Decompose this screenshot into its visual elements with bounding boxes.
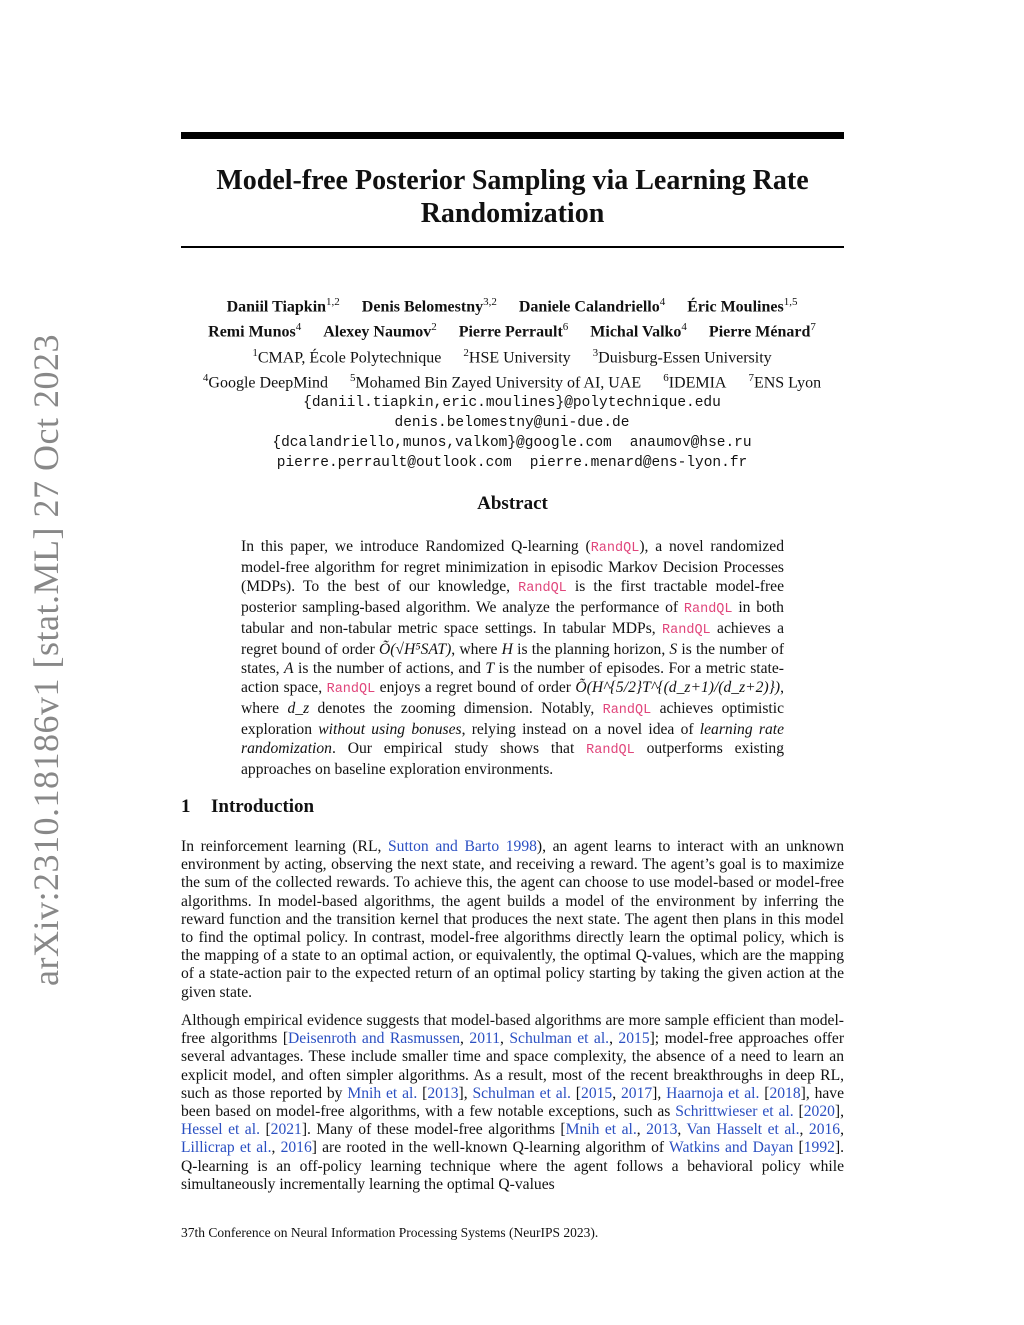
author-row-1 bbox=[150, 292, 874, 317]
body-text: ], bbox=[834, 1103, 844, 1121]
author-affiliation: 3,2 bbox=[483, 296, 497, 308]
author-affiliation: 2 bbox=[431, 321, 437, 334]
algo-name: RandQL bbox=[518, 581, 567, 596]
math-bound: Õ(√H⁵SAT) bbox=[378, 641, 452, 658]
author-name: Éric Moulines bbox=[687, 298, 784, 316]
body-text: Although empirical evidence suggests that model-based algorithms are more sample efficient than model-free algorithms [ bbox=[181, 1012, 844, 1048]
body-text: [ bbox=[793, 1139, 804, 1157]
author-name: Pierre Ménard bbox=[708, 323, 811, 341]
author-affiliation: 7 bbox=[810, 321, 816, 334]
author-name: Daniil Tiapkin bbox=[226, 298, 327, 316]
author-name: Denis Belomestny bbox=[361, 298, 484, 316]
citation-link[interactable]: 2015 bbox=[618, 1030, 650, 1048]
abstract-text: denotes the zooming dimension. Notably, bbox=[309, 700, 603, 717]
section-number: 1 bbox=[181, 796, 191, 817]
body-text: , bbox=[609, 1030, 619, 1048]
author-affiliation: 4 bbox=[681, 321, 687, 334]
affiliation: IDEMIA bbox=[668, 374, 727, 392]
abstract-text: . Our empirical study shows that bbox=[331, 740, 587, 757]
algo-name: RandQL bbox=[586, 743, 635, 758]
body-text: , bbox=[612, 1084, 621, 1102]
author-name: Daniele Calandriello bbox=[518, 298, 660, 316]
affiliation: CMAP, École Polytechnique bbox=[257, 348, 442, 366]
email-line[interactable]: denis.belomestny@uni-due.de bbox=[394, 415, 630, 432]
author-name: Remi Munos bbox=[208, 323, 296, 341]
body-text: , bbox=[500, 1030, 510, 1048]
author-name: Michal Valko bbox=[590, 323, 682, 341]
section-title: Introduction bbox=[211, 796, 315, 817]
citation-link[interactable]: Schrittwieser et al. bbox=[675, 1103, 794, 1121]
algo-name: RandQL bbox=[662, 623, 711, 638]
citation-link[interactable]: Watkins and Dayan bbox=[669, 1139, 794, 1157]
citation-link[interactable]: 2015 bbox=[581, 1084, 613, 1102]
body-text: [ bbox=[570, 1084, 582, 1102]
affiliation: ENS Lyon bbox=[753, 374, 822, 392]
citation-link[interactable]: Deisenroth and Rasmussen bbox=[288, 1030, 461, 1048]
citation-link[interactable]: 2011 bbox=[469, 1030, 501, 1048]
author-affiliation: 6 bbox=[562, 321, 569, 334]
abstract-text: achieves a regret bound of order bbox=[241, 620, 784, 658]
body-text: [ bbox=[759, 1084, 770, 1102]
body-text: ], bbox=[652, 1084, 667, 1102]
body-text: In reinforcement learning (RL, bbox=[181, 838, 388, 855]
algo-name: RandQL bbox=[326, 682, 376, 697]
citation-link[interactable]: Schulman et al. bbox=[472, 1084, 571, 1102]
body-text: ] are rooted in the well-known Q-learning algorithm of bbox=[311, 1139, 670, 1157]
affiliation-row-1: $^1$CMAP, École Polytechnique $^2$HSE University $^3$Duisburg-Essen University bbox=[252, 346, 772, 366]
author-affiliation: 4 bbox=[659, 296, 666, 308]
algo-name: RandQL bbox=[683, 602, 733, 617]
body-text: ]. Q-learning is an off-policy learning technique where the agent follows a behavioral policy while simultaneously incrementally learning the optimal Q-values bbox=[181, 1139, 845, 1193]
body-text: ], have been based on model-free algorithms, with a few notable exceptions, such as bbox=[181, 1084, 845, 1121]
arxiv-side-stamp: arXiv:2310.18186v1 [stat.ML] 27 Oct 2023 bbox=[26, 334, 66, 986]
paper-title: Model-free Posterior Sampling via Learning Rate Randomization bbox=[216, 165, 809, 229]
intro-paragraph-2 bbox=[181, 1012, 844, 1194]
abstract-text: outperforms existing approaches on baseline exploration environments. bbox=[241, 740, 784, 778]
body-text: [ bbox=[793, 1103, 804, 1121]
body-text: , bbox=[840, 1121, 844, 1139]
algo-name: RandQL bbox=[590, 541, 640, 556]
abstract-body bbox=[241, 537, 784, 779]
conference-footnote: 37th Conference on Neural Information Processing Systems (NeurIPS 2023). bbox=[181, 1225, 599, 1240]
body-text: , bbox=[636, 1121, 647, 1139]
author-block bbox=[150, 292, 874, 473]
author-name: Alexey Naumov bbox=[323, 323, 432, 341]
emphasis: without using bonuses bbox=[318, 721, 462, 738]
abstract-text: is the number of episodes. For a metric state-action space, bbox=[241, 660, 784, 696]
abstract-text: ), a novel randomized model-free algorithm for regret minimization in episodic Markov Decision Processes (MDPs). To the best of our knowledge, bbox=[241, 538, 784, 595]
citation-link[interactable]: 2017 bbox=[620, 1084, 653, 1102]
email[interactable]: {dcalandriello,munos,valkom}@google.com bbox=[272, 435, 612, 452]
body-text: , bbox=[677, 1121, 687, 1139]
math-var: A bbox=[284, 660, 294, 677]
body-text: ]. Many of these model-free algorithms [ bbox=[301, 1121, 566, 1139]
math-bound: Õ(H^{5/2}T^{(d_z+1)/(d_z+2)}) bbox=[575, 679, 781, 696]
email-line bbox=[150, 453, 874, 473]
author-name: Pierre Perrault bbox=[458, 323, 563, 341]
email-line[interactable]: {daniil.tiapkin,eric.moulines}@polytechnique.edu bbox=[303, 395, 721, 412]
intro-paragraph-1 bbox=[181, 838, 844, 1002]
author-affiliation: 1,5 bbox=[783, 296, 798, 308]
abstract-text: In this paper, we introduce Randomized Q-learning ( bbox=[241, 538, 591, 555]
citation-link[interactable]: 2018 bbox=[769, 1084, 801, 1102]
citation-link[interactable]: Van Hasselt et al. bbox=[686, 1121, 800, 1139]
math-var: S bbox=[669, 641, 678, 658]
citation-link[interactable]: Lillicrap et al. bbox=[181, 1139, 272, 1157]
abstract-text: enjoys a regret bound of order bbox=[375, 679, 576, 696]
abstract-text: is the first tractable model-free posterior sampling-based algorithm. We analyze the performance of bbox=[241, 578, 784, 616]
affiliation: Mohamed Bin Zayed University of AI, UAE bbox=[355, 374, 642, 392]
body-text: , bbox=[460, 1030, 470, 1048]
citation-link[interactable]: Sutton and Barto 1998 bbox=[388, 838, 537, 855]
affiliation: Duisburg-Essen University bbox=[598, 348, 772, 366]
author-affiliation: 4 bbox=[295, 321, 302, 334]
algo-name: RandQL bbox=[602, 703, 652, 718]
author-row-2 bbox=[150, 317, 874, 342]
body-text: , bbox=[799, 1121, 809, 1139]
citation-link[interactable]: 2013 bbox=[427, 1084, 459, 1102]
abstract-text: achieves optimistic exploration bbox=[241, 700, 784, 738]
citation-link[interactable]: Mnih et al. bbox=[347, 1084, 418, 1102]
citation-link[interactable]: Hessel et al. bbox=[181, 1121, 260, 1139]
citation-link[interactable]: 2020 bbox=[803, 1103, 835, 1121]
body-text: ], bbox=[458, 1084, 473, 1102]
section-heading bbox=[181, 796, 314, 818]
author-affiliation: 1,2 bbox=[326, 296, 340, 308]
citation-link[interactable]: 2021 bbox=[270, 1121, 302, 1139]
citation-link[interactable]: 2016 bbox=[280, 1139, 312, 1157]
emphasis: learning rate randomization bbox=[241, 721, 784, 757]
abstract-text: is the number of states, bbox=[241, 641, 785, 677]
email[interactable]: pierre.menard@ens-lyon.fr bbox=[529, 455, 748, 472]
title-top-rule bbox=[181, 132, 844, 139]
body-text: [ bbox=[417, 1084, 428, 1102]
title-bottom-rule bbox=[181, 246, 844, 248]
email[interactable]: pierre.perrault@outlook.com bbox=[276, 455, 512, 472]
abstract-text: , where bbox=[241, 679, 784, 717]
abstract-text: in both tabular and non-tabular metric space settings. In tabular MDPs, bbox=[241, 599, 784, 637]
email[interactable]: anaumov@hse.ru bbox=[629, 435, 752, 452]
citation-link[interactable]: 1992 bbox=[803, 1139, 835, 1157]
math-var: T bbox=[485, 660, 495, 677]
body-text: [ bbox=[259, 1121, 271, 1139]
math-var: d_z bbox=[287, 700, 310, 717]
affiliation: HSE University bbox=[468, 348, 571, 366]
math-var: H bbox=[501, 641, 513, 658]
citation-link[interactable]: 2013 bbox=[646, 1121, 678, 1139]
email-line bbox=[150, 433, 874, 453]
affiliation-row-2: $^4$Google DeepMind $^5$Mohamed Bin Zayed University of AI, UAE $^6$IDEMIA $^7$ENS Lyon bbox=[202, 371, 822, 392]
body-text: ), an agent learns to interact with an unknown environment by acting, observing the next state, and receiving a reward. The agent’s goal is to maximize the sum of the collected rewards. To achieve this, the agent can choose to use model-based or model-free algorithms. In model-based algorithms, the agent builds a model of the environment by inferring the reward function and the transition kernel that produces the next state. The agent then plans in this model to find the optimal policy. In contrast, model-free algorithms directly learn the optimal policy, which is the mapping of a state to an optimal action, or equivalently, the optimal Q-values, which are the mapping of a state-action pair to the expected return of an optimal policy starting by taking the given action at the given state. bbox=[181, 838, 844, 1001]
body-text: ]; model-free approaches offer several advantages. These include smaller time and space complexity, the absence of a need to learn an explicit model, and often simpler algorithms. As a result, most of the recent breakthroughs in deep RL, such as those reported by bbox=[181, 1030, 845, 1102]
abstract-text: is the number of actions, and bbox=[293, 660, 486, 677]
citation-link[interactable]: Schulman et al. bbox=[509, 1030, 610, 1048]
citation-link[interactable]: Mnih et al. bbox=[565, 1121, 637, 1139]
affiliation: Google DeepMind bbox=[208, 374, 328, 392]
citation-link[interactable]: Haarnoja et al. bbox=[666, 1084, 760, 1102]
abstract-text: is the planning horizon, bbox=[512, 641, 670, 658]
body-text: , bbox=[271, 1139, 281, 1157]
abstract-heading: Abstract bbox=[477, 493, 548, 514]
abstract-text: , where bbox=[451, 641, 502, 658]
abstract-text: , relying instead on a novel idea of bbox=[461, 721, 700, 738]
citation-link[interactable]: 2016 bbox=[808, 1121, 841, 1139]
